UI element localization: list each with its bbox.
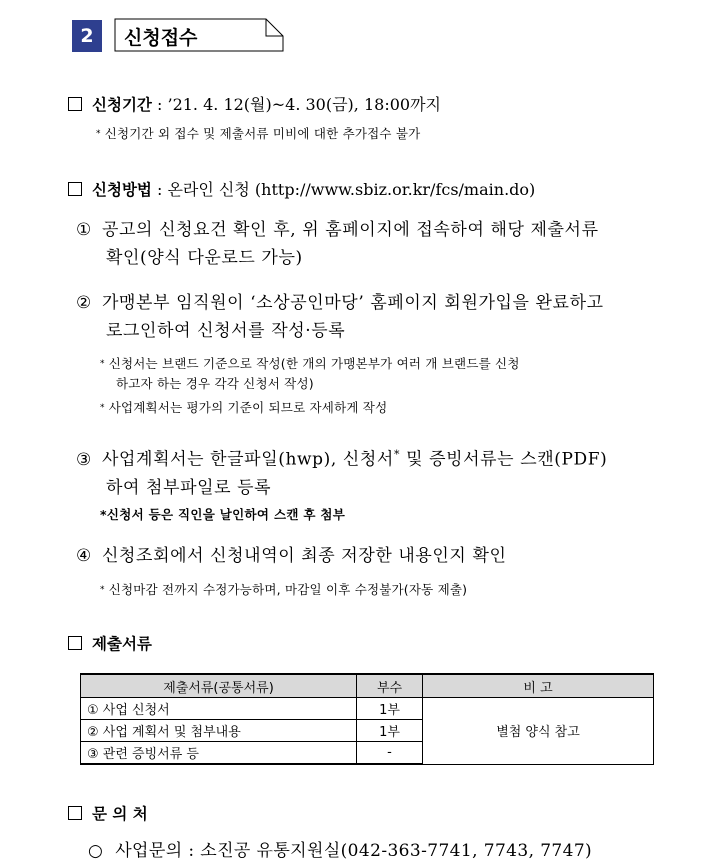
document-name: ② 사업 계획서 및 첨부내용 xyxy=(81,720,357,742)
section-number: 2 xyxy=(80,25,94,47)
document-copies: 1부 xyxy=(357,698,423,720)
section-title: 신청접수 xyxy=(124,27,198,49)
method-value: : 온라인 신청 (http://www.sbiz.or.kr/fcs/main.do) xyxy=(157,180,536,199)
header-copies: 부수 xyxy=(357,674,423,698)
step-4: ④ 신청조회에서 신청내역이 최종 저장한 내용인지 확인 xyxy=(76,542,507,570)
inquiry-heading xyxy=(68,802,148,824)
document-name: ① 사업 신청서 xyxy=(81,698,357,720)
step-2: ② 가맹본부 임직원이 ‘소상공인마당’ 홈페이지 회원가입을 완료하고 로그인하여 신청서를 작성·등록 xyxy=(76,289,604,345)
section-title-box xyxy=(114,18,284,52)
section-number-badge xyxy=(72,20,102,52)
table-header-row xyxy=(81,674,654,698)
period-heading xyxy=(68,92,441,115)
document-copies: 1부 xyxy=(357,720,423,742)
square-bullet-icon xyxy=(68,636,82,650)
circle-bullet-icon: ○ xyxy=(88,841,104,861)
document-remark: 별첨 양식 참고 xyxy=(423,698,654,765)
step-3: ③ 사업계획서는 한글파일(hwp), 신청서* 및 증빙서류는 스캔(PDF) 하여 첨부파일로 등록 xyxy=(76,441,607,502)
step-2-notes: * 신청서는 브랜드 기준으로 작성(한 개의 가맹본부가 여러 개 브랜드를 신청 하고자 하는 경우 각각 신청서 작성) * 사업계획서는 평가의 기준이 되므로 자세하게 작성 xyxy=(100,356,520,415)
period-label: 신청기간 xyxy=(92,96,152,114)
method-heading xyxy=(68,177,535,200)
step-number: ① xyxy=(76,220,92,240)
documents-heading xyxy=(68,632,152,654)
step-3-note: *신청서 등은 직인을 날인하여 스캔 후 첨부 xyxy=(100,507,346,522)
note-marker: * xyxy=(96,129,101,139)
documents-table xyxy=(80,673,654,765)
period-note: * 신청기간 외 접수 및 제출서류 미비에 대한 추가접수 불가 xyxy=(96,126,421,141)
documents-label: 제출서류 xyxy=(92,635,152,653)
header-document: 제출서류(공통서류) xyxy=(81,674,357,698)
header-remark: 비 고 xyxy=(423,674,654,698)
inquiry-label: 문 의 처 xyxy=(92,805,148,823)
square-bullet-icon xyxy=(68,806,82,820)
step-number: ② xyxy=(76,293,92,313)
table-row xyxy=(81,698,654,720)
step-number: ④ xyxy=(76,546,92,566)
document-copies: - xyxy=(357,742,423,765)
step-1: ① 공고의 신청요건 확인 후, 위 홈페이지에 접속하여 해당 제출서류 확인(양식 다운로드 가능) xyxy=(76,216,599,272)
method-label: 신청방법 xyxy=(92,181,152,199)
inquiry-contact: ○ 사업문의 : 소진공 유통지원실(042-363-7741, 7743, 7747) xyxy=(88,841,593,861)
square-bullet-icon xyxy=(68,182,82,196)
period-value: : ’21. 4. 12(월)~4. 30(금), 18:00까지 xyxy=(157,95,441,114)
step-number: ③ xyxy=(76,449,92,470)
square-bullet-icon xyxy=(68,97,82,111)
document-name: ③ 관련 증빙서류 등 xyxy=(81,742,357,765)
step-4-note: * 신청마감 전까지 수정가능하며, 마감일 이후 수정불가(자동 제출) xyxy=(100,582,468,597)
